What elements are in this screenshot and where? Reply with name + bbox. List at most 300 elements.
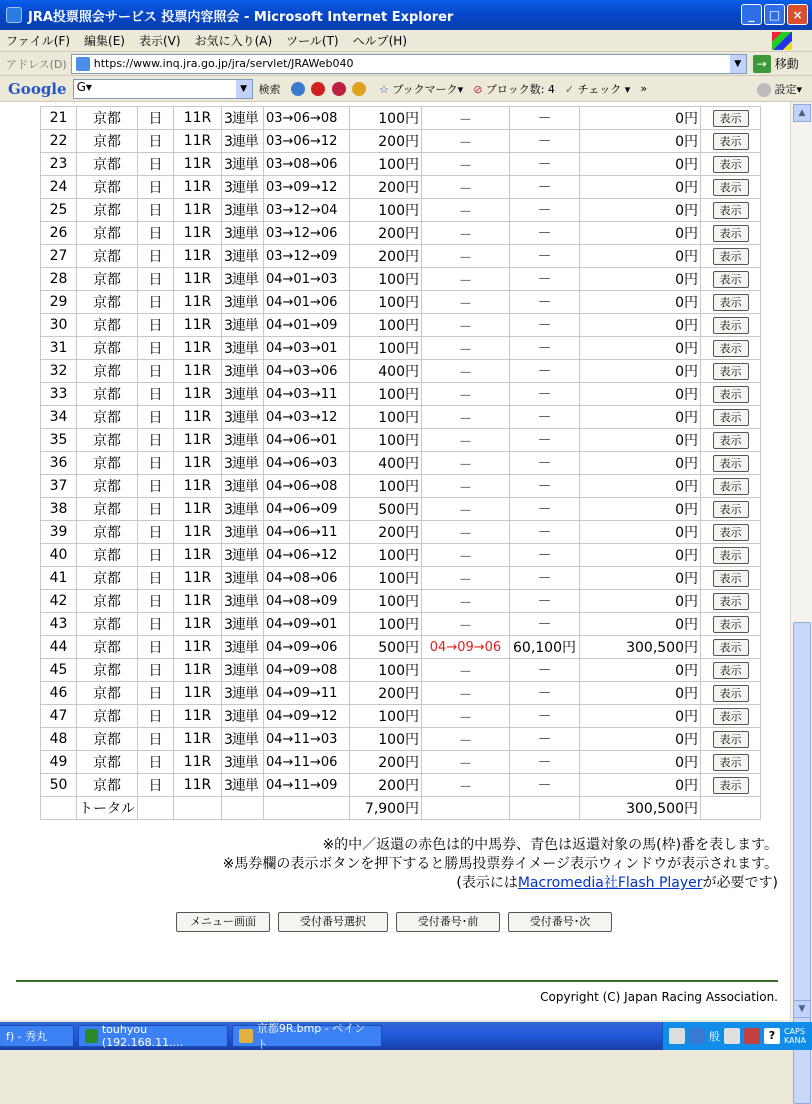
- cell-action: [701, 130, 761, 153]
- check-icon: ✓: [564, 82, 575, 96]
- cell-day: 日: [138, 544, 174, 567]
- cell-payout: 0円: [580, 222, 701, 245]
- cell-day: 日: [138, 291, 174, 314]
- cell-place: 京都: [77, 153, 138, 176]
- cell-odds: －: [510, 130, 580, 153]
- cell-payout: 0円: [580, 429, 701, 452]
- cell-odds: －: [510, 751, 580, 774]
- maximize-button[interactable]: □: [764, 4, 785, 25]
- cell-race: 11R: [174, 728, 222, 751]
- cell-action: [701, 406, 761, 429]
- cell-type: 3連単: [222, 222, 264, 245]
- cell-place: 京都: [77, 521, 138, 544]
- cell-day: 日: [138, 774, 174, 797]
- cell-day: 日: [138, 590, 174, 613]
- cell-amount: 200円: [350, 521, 422, 544]
- cell-place: 京都: [77, 659, 138, 682]
- cell-combo: 04→09→01: [264, 613, 350, 636]
- cell-payout: 0円: [580, 590, 701, 613]
- cell-action: [701, 613, 761, 636]
- cell-action: [701, 682, 761, 705]
- scroll-up-icon[interactable]: ▲: [793, 104, 811, 122]
- table-row: [41, 176, 761, 199]
- cell-day: 日: [138, 337, 174, 360]
- table-row: [41, 682, 761, 705]
- cell-type: 3連単: [222, 153, 264, 176]
- cell-no: 25: [41, 199, 77, 222]
- cell-odds: －: [510, 682, 580, 705]
- menu-view[interactable]: 表示(V): [138, 34, 181, 48]
- cell-odds: －: [510, 383, 580, 406]
- cell-action: [701, 498, 761, 521]
- cell-amount: 100円: [350, 291, 422, 314]
- cell-place: 京都: [77, 268, 138, 291]
- cell-type: 3連単: [222, 383, 264, 406]
- cell-place: 京都: [77, 682, 138, 705]
- page-icon: [76, 57, 90, 71]
- cell-place: 京都: [77, 567, 138, 590]
- cell-place: 京都: [77, 107, 138, 130]
- cell-payout: 0円: [580, 130, 701, 153]
- cell-race: 11R: [174, 360, 222, 383]
- show-ticket-button[interactable]: 表示: [713, 547, 749, 564]
- menu-favorites[interactable]: お気に入り(A): [194, 34, 273, 48]
- cell-race: 11R: [174, 222, 222, 245]
- show-ticket-button[interactable]: 表示: [713, 524, 749, 541]
- cell-action: [701, 291, 761, 314]
- cell-odds: －: [510, 728, 580, 751]
- cell-combo: 04→03→01: [264, 337, 350, 360]
- show-ticket-button[interactable]: 表示: [713, 202, 749, 219]
- show-ticket-button[interactable]: 表示: [713, 570, 749, 587]
- cell-place: 京都: [77, 360, 138, 383]
- cell-amount: 200円: [350, 751, 422, 774]
- cell-amount: 500円: [350, 636, 422, 659]
- cell-place: 京都: [77, 222, 138, 245]
- select-receipt-button[interactable]: 受付番号選択: [278, 912, 388, 932]
- cell-combo: 04→03→11: [264, 383, 350, 406]
- cell-odds: －: [510, 107, 580, 130]
- cell-payout: 0円: [580, 475, 701, 498]
- settings-label: 設定▾: [774, 82, 802, 96]
- show-ticket-button[interactable]: 表示: [713, 409, 749, 426]
- spell-check-button[interactable]: [565, 81, 630, 97]
- cell-hit: －: [422, 314, 510, 337]
- ime-mode-label[interactable]: 般: [708, 1030, 720, 1043]
- window-title: JRA投票照会サービス 投票内容照会 - Microsoft Internet Explorer: [28, 9, 454, 25]
- cell-no: 33: [41, 383, 77, 406]
- cell-payout: 0円: [580, 682, 701, 705]
- cell-odds: －: [510, 475, 580, 498]
- show-ticket-button[interactable]: 表示: [713, 110, 749, 127]
- cell-payout: 0円: [580, 521, 701, 544]
- yahoo-icon: [332, 82, 346, 96]
- cell-type: 3連単: [222, 751, 264, 774]
- cell-race: 11R: [174, 544, 222, 567]
- bookmarks-button[interactable]: [379, 81, 463, 97]
- cell-combo: 03→06→12: [264, 130, 350, 153]
- address-bar: [0, 52, 812, 76]
- cell-odds: －: [510, 498, 580, 521]
- cell-hit: －: [422, 705, 510, 728]
- show-ticket-button[interactable]: 表示: [713, 501, 749, 518]
- cell-race: 11R: [174, 314, 222, 337]
- cell-hit: －: [422, 406, 510, 429]
- show-ticket-button[interactable]: 表示: [713, 593, 749, 610]
- popup-block-button[interactable]: [473, 81, 555, 97]
- table-row: [41, 429, 761, 452]
- cell-amount: 400円: [350, 452, 422, 475]
- show-ticket-button[interactable]: 表示: [713, 754, 749, 771]
- cell-day: 日: [138, 360, 174, 383]
- cell-day: 日: [138, 314, 174, 337]
- cell-combo: 04→06→08: [264, 475, 350, 498]
- cell-odds: －: [510, 613, 580, 636]
- cell-race: 11R: [174, 153, 222, 176]
- address-url: https://www.inq.jra.go.jp/jra/servlet/JRAWeb040: [93, 57, 354, 70]
- cell-race: 11R: [174, 130, 222, 153]
- google-search-button[interactable]: 検索: [258, 82, 281, 96]
- cell-action: [701, 222, 761, 245]
- cell-amount: 100円: [350, 567, 422, 590]
- help-icon[interactable]: ?: [764, 1028, 780, 1044]
- google-search-dropdown-icon[interactable]: ▼: [236, 80, 252, 98]
- kana-label: KANA: [783, 1036, 806, 1045]
- menu-edit[interactable]: 編集(E): [84, 34, 125, 48]
- cell-odds: －: [510, 659, 580, 682]
- cell-amount: 500円: [350, 498, 422, 521]
- cell-day: 日: [138, 567, 174, 590]
- cell-combo: 03→12→09: [264, 245, 350, 268]
- cell-hit: －: [422, 613, 510, 636]
- cell-no: 38: [41, 498, 77, 521]
- cell-payout: 0円: [580, 107, 701, 130]
- cell-hit: －: [422, 452, 510, 475]
- cell-combo: 04→03→12: [264, 406, 350, 429]
- cell-race: 11R: [174, 452, 222, 475]
- cell-race: 11R: [174, 337, 222, 360]
- cell-place: 京都: [77, 452, 138, 475]
- note-line-1: ※的中／返還の赤色は的中馬券、青色は返還対象の馬(枠)番を表します。: [322, 837, 778, 853]
- show-ticket-button[interactable]: 表示: [713, 685, 749, 702]
- cell-action: [701, 659, 761, 682]
- cell-race: 11R: [174, 383, 222, 406]
- table-row: [41, 153, 761, 176]
- total-empty-cell: [701, 797, 761, 820]
- flash-player-link[interactable]: Macromedia社Flash Player: [517, 875, 703, 891]
- cell-type: 3連単: [222, 176, 264, 199]
- task-touhyou[interactable]: [78, 1025, 228, 1047]
- system-tray: [662, 1022, 812, 1050]
- show-ticket-button[interactable]: 表示: [713, 179, 749, 196]
- show-ticket-button[interactable]: 表示: [713, 455, 749, 472]
- cell-place: 京都: [77, 774, 138, 797]
- cell-day: 日: [138, 406, 174, 429]
- show-ticket-button[interactable]: 表示: [713, 386, 749, 403]
- settings-button[interactable]: [757, 81, 802, 97]
- paint-icon: [239, 1029, 253, 1043]
- cell-action: [701, 429, 761, 452]
- total-empty-cell: [222, 797, 264, 820]
- cell-type: 3連単: [222, 659, 264, 682]
- cell-place: 京都: [77, 590, 138, 613]
- next-receipt-button[interactable]: 受付番号･次: [508, 912, 612, 932]
- toolbar-extra-icons[interactable]: [291, 82, 370, 96]
- ime-pad-icon[interactable]: [744, 1028, 760, 1044]
- total-empty-cell: [264, 797, 350, 820]
- total-row: [41, 797, 761, 820]
- google-toolbar: [0, 76, 812, 102]
- cell-action: [701, 337, 761, 360]
- show-ticket-button[interactable]: 表示: [713, 294, 749, 311]
- cell-day: 日: [138, 153, 174, 176]
- cell-type: 3連単: [222, 429, 264, 452]
- table-row: [41, 406, 761, 429]
- table-row: [41, 774, 761, 797]
- cell-hit: 04→09→06: [422, 636, 510, 659]
- show-ticket-button[interactable]: 表示: [713, 616, 749, 633]
- menu-help[interactable]: ヘルプ(H): [352, 34, 407, 48]
- cell-type: 3連単: [222, 475, 264, 498]
- cell-hit: －: [422, 222, 510, 245]
- cell-combo: 03→09→12: [264, 176, 350, 199]
- cell-day: 日: [138, 268, 174, 291]
- block-label: ブロック数: 4: [485, 82, 555, 96]
- cell-combo: 04→08→09: [264, 590, 350, 613]
- cell-no: 29: [41, 291, 77, 314]
- cell-race: 11R: [174, 705, 222, 728]
- note-line-3: [223, 874, 778, 893]
- close-button[interactable]: ×: [787, 4, 808, 25]
- cell-combo: 04→09→12: [264, 705, 350, 728]
- show-ticket-button[interactable]: 表示: [713, 133, 749, 150]
- show-ticket-button[interactable]: 表示: [713, 731, 749, 748]
- cell-type: 3連単: [222, 590, 264, 613]
- show-ticket-button[interactable]: 表示: [713, 156, 749, 173]
- cell-action: [701, 567, 761, 590]
- cell-action: [701, 636, 761, 659]
- cell-odds: －: [510, 337, 580, 360]
- cell-place: 京都: [77, 751, 138, 774]
- cell-type: 3連単: [222, 567, 264, 590]
- vertical-scrollbar[interactable]: [790, 102, 812, 1020]
- show-ticket-button[interactable]: 表示: [713, 777, 749, 794]
- cell-place: 京都: [77, 705, 138, 728]
- cell-action: [701, 360, 761, 383]
- cell-combo: 04→01→06: [264, 291, 350, 314]
- cell-odds: －: [510, 567, 580, 590]
- cell-payout: 0円: [580, 452, 701, 475]
- google-search-input[interactable]: [73, 79, 253, 99]
- cell-amount: 100円: [350, 613, 422, 636]
- cell-odds: －: [510, 774, 580, 797]
- go-button[interactable]: [753, 55, 799, 73]
- block-icon: ⊘: [473, 82, 483, 96]
- cell-amount: 200円: [350, 682, 422, 705]
- monitor-icon: [85, 1029, 98, 1043]
- cell-place: 京都: [77, 176, 138, 199]
- cell-type: 3連単: [222, 498, 264, 521]
- cell-place: 京都: [77, 728, 138, 751]
- cell-amount: 100円: [350, 153, 422, 176]
- total-empty-cell: [41, 797, 77, 820]
- cell-place: 京都: [77, 130, 138, 153]
- cell-hit: －: [422, 199, 510, 222]
- cell-race: 11R: [174, 268, 222, 291]
- cell-race: 11R: [174, 682, 222, 705]
- title-bar[interactable]: [0, 0, 812, 30]
- table-row: [41, 659, 761, 682]
- table-row: [41, 360, 761, 383]
- task-paint[interactable]: [232, 1022, 382, 1051]
- cell-no: 46: [41, 682, 77, 705]
- cell-payout: 0円: [580, 337, 701, 360]
- check-label: チェック ▾: [577, 82, 631, 96]
- cell-amount: 100円: [350, 728, 422, 751]
- table-row: [41, 130, 761, 153]
- menu-file[interactable]: ファイル(F): [6, 34, 71, 48]
- caps-kana-indicator: [784, 1027, 806, 1045]
- menu-screen-button[interactable]: メニュー画面: [176, 912, 270, 932]
- address-input[interactable]: [71, 54, 747, 74]
- cell-type: 3連単: [222, 107, 264, 130]
- cell-place: 京都: [77, 383, 138, 406]
- cell-hit: －: [422, 429, 510, 452]
- cell-hit: －: [422, 130, 510, 153]
- google-search-value: G▾: [76, 79, 92, 94]
- cell-place: 京都: [77, 613, 138, 636]
- cell-no: 44: [41, 636, 77, 659]
- table-row: [41, 291, 761, 314]
- cell-day: 日: [138, 429, 174, 452]
- cell-action: [701, 153, 761, 176]
- show-ticket-button[interactable]: 表示: [713, 248, 749, 265]
- cell-amount: 100円: [350, 590, 422, 613]
- table-row: [41, 567, 761, 590]
- cell-hit: －: [422, 544, 510, 567]
- table-row: [41, 452, 761, 475]
- taskbar: [0, 1022, 812, 1050]
- nav-buttons: [176, 912, 612, 932]
- cell-no: 32: [41, 360, 77, 383]
- ime-icon[interactable]: [689, 1028, 705, 1044]
- more-button[interactable]: »: [640, 82, 648, 95]
- page-content: [0, 102, 790, 1020]
- cell-hit: －: [422, 521, 510, 544]
- cell-payout: 0円: [580, 314, 701, 337]
- cell-race: 11R: [174, 107, 222, 130]
- cell-day: 日: [138, 705, 174, 728]
- cell-race: 11R: [174, 636, 222, 659]
- cell-race: 11R: [174, 751, 222, 774]
- cell-type: 3連単: [222, 291, 264, 314]
- show-ticket-button[interactable]: 表示: [713, 432, 749, 449]
- ie-icon: [6, 7, 22, 23]
- cell-no: 34: [41, 406, 77, 429]
- prev-receipt-button[interactable]: 受付番号･前: [396, 912, 500, 932]
- show-ticket-button[interactable]: 表示: [713, 708, 749, 725]
- cell-hit: －: [422, 659, 510, 682]
- cell-type: 3連単: [222, 682, 264, 705]
- cell-hit: －: [422, 567, 510, 590]
- keyboard-icon[interactable]: [669, 1028, 685, 1044]
- show-ticket-button[interactable]: 表示: [713, 317, 749, 334]
- cell-amount: 200円: [350, 222, 422, 245]
- cell-day: 日: [138, 222, 174, 245]
- cell-odds: 60,100円: [510, 636, 580, 659]
- cell-no: 24: [41, 176, 77, 199]
- cell-day: 日: [138, 130, 174, 153]
- table-row: [41, 475, 761, 498]
- total-empty-cell: [422, 797, 510, 820]
- cell-place: 京都: [77, 475, 138, 498]
- show-ticket-button[interactable]: 表示: [713, 363, 749, 380]
- total-payout: 300,500円: [580, 797, 701, 820]
- cell-day: 日: [138, 475, 174, 498]
- cell-hit: －: [422, 498, 510, 521]
- cell-combo: 04→11→09: [264, 774, 350, 797]
- cell-action: [701, 705, 761, 728]
- show-ticket-button[interactable]: 表示: [713, 478, 749, 495]
- cell-odds: －: [510, 153, 580, 176]
- cell-type: 3連単: [222, 452, 264, 475]
- table-row: [41, 728, 761, 751]
- cell-day: 日: [138, 613, 174, 636]
- cell-combo: 04→11→03: [264, 728, 350, 751]
- cell-amount: 100円: [350, 383, 422, 406]
- show-ticket-button[interactable]: 表示: [713, 340, 749, 357]
- cell-combo: 04→01→09: [264, 314, 350, 337]
- cell-race: 11R: [174, 567, 222, 590]
- show-ticket-button[interactable]: 表示: [713, 225, 749, 242]
- note-line-2: ※馬券欄の表示ボタンを押下すると勝馬投票券イメージ表示ウィンドウが表示されます。: [222, 856, 778, 872]
- cell-action: [701, 590, 761, 613]
- address-dropdown-icon[interactable]: ▼: [730, 55, 746, 73]
- cell-action: [701, 268, 761, 291]
- cell-amount: 200円: [350, 774, 422, 797]
- cell-amount: 100円: [350, 406, 422, 429]
- task-hidemaru[interactable]: [0, 1025, 74, 1047]
- footer-divider: [16, 980, 778, 982]
- cell-race: 11R: [174, 498, 222, 521]
- cell-combo: 04→08→06: [264, 567, 350, 590]
- cell-no: 37: [41, 475, 77, 498]
- minimize-button[interactable]: _: [741, 4, 762, 25]
- cell-hit: －: [422, 728, 510, 751]
- cell-payout: 0円: [580, 153, 701, 176]
- cell-amount: 100円: [350, 107, 422, 130]
- cell-day: 日: [138, 107, 174, 130]
- ime-tool-icon[interactable]: [724, 1028, 740, 1044]
- table-row: [41, 245, 761, 268]
- cell-type: 3連単: [222, 314, 264, 337]
- cell-race: 11R: [174, 291, 222, 314]
- table-row: [41, 107, 761, 130]
- cell-payout: 0円: [580, 176, 701, 199]
- show-ticket-button[interactable]: 表示: [713, 662, 749, 679]
- cell-payout: 0円: [580, 291, 701, 314]
- menu-tools[interactable]: ツール(T): [286, 34, 339, 48]
- cell-place: 京都: [77, 199, 138, 222]
- show-ticket-button[interactable]: 表示: [713, 271, 749, 288]
- show-ticket-button[interactable]: 表示: [713, 639, 749, 656]
- cell-action: [701, 774, 761, 797]
- cell-hit: －: [422, 475, 510, 498]
- scroll-down-icon[interactable]: ▼: [793, 1000, 811, 1018]
- cell-payout: 0円: [580, 383, 701, 406]
- cell-place: 京都: [77, 544, 138, 567]
- cell-action: [701, 314, 761, 337]
